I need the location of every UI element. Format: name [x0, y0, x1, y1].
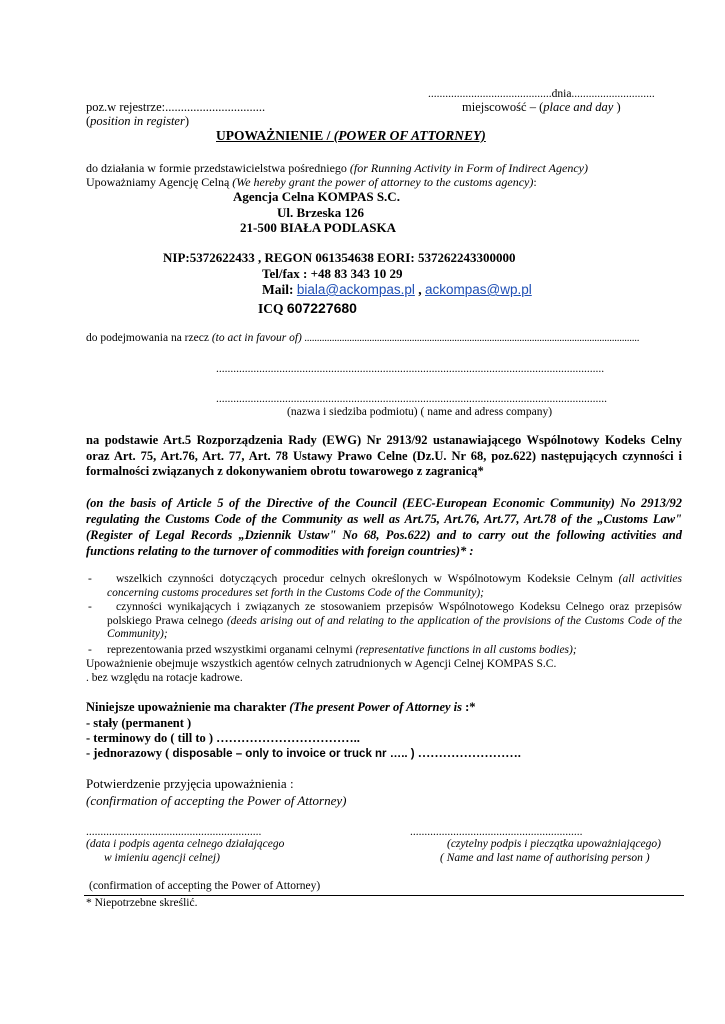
one-time-c: ……………………. [414, 746, 521, 760]
favour-dots-3: ........................................................................................................................................ [216, 393, 607, 405]
position-in-register [86, 114, 189, 129]
place-day-close: ) [613, 100, 621, 114]
one-time-b: disposable – only to invoice or truck nr ….. ) [172, 748, 415, 760]
activity-item [107, 601, 682, 642]
activity-pl: wszelkich czynności dotyczących procedur celnych określonych w Wspólnotowym Kodeksie Celnym [116, 573, 619, 585]
intro-line-2 [86, 175, 537, 190]
mail-separator: , [414, 282, 426, 297]
agent-caption-2: w imieniu agencji celnej) [104, 852, 220, 864]
icq-number: 607227680 [286, 300, 357, 316]
agency-mail [262, 282, 532, 298]
place-day-pl: miejscowość – ( [462, 100, 544, 114]
position-close: ) [184, 114, 190, 128]
agent-caption-1: (data i podpis agenta celnego działającego [86, 838, 285, 850]
title-en: (POWER OF ATTORNEY) [333, 128, 486, 143]
footer-confirmation: (confirmation of accepting the Power of Attorney) [89, 880, 321, 892]
character-heading-en: (The present Power of Attorney is [289, 700, 466, 714]
option-one-time [86, 746, 521, 761]
position-open: ( [86, 114, 91, 128]
document-title [216, 128, 486, 144]
intro-line-1-pl: do działania w formie przedstawicielstwa pośredniego [86, 161, 350, 175]
favour-line [86, 332, 639, 344]
position-en: position in register [90, 114, 185, 128]
footer-divider [84, 895, 684, 896]
rotation-note: . bez względu na rotacje kadrowe. [86, 672, 243, 684]
activity-item [107, 573, 682, 600]
agency-ids: NIP:5372622433 , REGON 061354638 EORI: 537262243300000 [163, 250, 516, 265]
intro-line-2-pl: Upoważniamy Agencję Celną [86, 175, 233, 189]
signature-line-agent: ............................................................. [86, 826, 262, 838]
intro-line-2-end: : [533, 175, 537, 189]
agency-tel: Tel/fax : +48 83 343 10 29 [262, 266, 403, 281]
place-and-day [462, 100, 621, 115]
activity-pl: reprezentowania przed wszystkimi organami celnymi [107, 644, 356, 656]
footnote: * Niepotrzebne skreślić. [86, 897, 198, 909]
icq-label: ICQ [258, 301, 287, 316]
agency-icq [258, 300, 357, 317]
character-heading-end: :* [465, 700, 476, 714]
option-term: - terminowy do ( till to ) …………………………….. [86, 731, 360, 745]
coverage-note: Upoważnienie obejmuje wszystkich agentów celnych zatrudnionych w Agencji Celnej KOMPAS S.C. [86, 658, 557, 670]
signature-line-authoriser: ............................................................ [410, 826, 583, 838]
legal-basis-en: (on the basis of Article 5 of the Directive of the Council (EEC-European Economic Community) No 2913/92 regulating the Customs Code of the Community as well as Art.75, Art.76, Art.77, Art.78 of the „Customs Law" (Register of Legal Records „Dziennik Ustaw" No 68, Pos.622) and to carry out the following activities and functions relating to the turnover of commodities with foreign countries)* : [86, 496, 682, 558]
confirmation-pl: Potwierdzenie przyjęcia upoważnienia : [86, 776, 294, 791]
favour-caption: (nazwa i siedziba podmiotu) ( name and adress company) [287, 406, 553, 418]
email-link-biala[interactable]: biala@ackompas.pl [296, 282, 415, 297]
place-day-en: place and day [543, 100, 614, 114]
activity-pl: czynności wynikających i związanych ze stosowaniem przepisów Wspólnotowego Kodeksu Celnego oraz przepisów polskiego Prawa celnego [107, 601, 682, 627]
authoriser-caption-1: (czytelny podpis i pieczątka upoważniającego) [447, 838, 661, 850]
favour-dots-1: ...................................................................................................................................... [301, 333, 640, 344]
confirmation-en: (confirmation of accepting the Power of Attorney) [86, 793, 347, 808]
intro-line-1-en: (for Running Activity in Form of Indirect Agency) [349, 161, 588, 175]
activity-bullet: - [88, 573, 92, 585]
agency-name: Agencja Celna KOMPAS S.C. [233, 189, 400, 204]
email-link-wp[interactable]: ackompas@wp.pl [425, 282, 532, 297]
one-time-a: - jednorazowy ( [86, 746, 173, 760]
activity-en: (representative functions in all customs bodies); [355, 644, 577, 656]
activity-bullet: - [88, 644, 92, 656]
favour-dots-2: ....................................................................................................................................... [216, 363, 605, 375]
mail-label: Mail: [262, 282, 297, 297]
legal-basis-pl: na podstawie Art.5 Rozporządzenia Rady (EWG) Nr 2913/92 ustanawiającego Wspólnotowy Kodeks Celny oraz Art. 75, Art.76, Art. 77, Art. 78 Ustawy Prawo Celne (Dz.U. Nr 68, poz.622) następujących czynności i formalności związanych z dokonywaniem obrotu towarowego z zagranicą* [86, 433, 682, 478]
intro-line-2-en: (We hereby grant the power of attorney to the customs agency) [232, 175, 534, 189]
character-heading-pl: Niniejsze upoważnienie ma charakter [86, 700, 290, 714]
title-pl: UPOWAŻNIENIE / [216, 128, 334, 143]
activity-en: (all activities concerning customs procedures set forth in the Customs Code of the Community); [107, 573, 683, 599]
authoriser-caption-2: ( Name and last name of authorising person ) [440, 852, 650, 864]
agency-street: Ul. Brzeska 126 [277, 205, 365, 220]
favour-label-en: (to act in favour of) [211, 332, 302, 344]
activity-bullet: - [88, 601, 92, 613]
agency-city: 21-500 BIAŁA PODLASKA [240, 220, 397, 235]
registry-position: poz.w rejestrze:................................ [86, 100, 266, 114]
activity-en: (deeds arising out of and relating to the application of the provisions of the Customs Code of the Community); [107, 614, 683, 640]
intro-line-1 [86, 161, 588, 176]
favour-label-pl: do podejmowania na rzecz [86, 332, 212, 344]
character-heading [86, 700, 476, 715]
option-permanent: - stały (permanent ) [86, 716, 192, 730]
date-line: ...........................................dnia............................. [428, 88, 655, 100]
activity-item [107, 644, 577, 656]
